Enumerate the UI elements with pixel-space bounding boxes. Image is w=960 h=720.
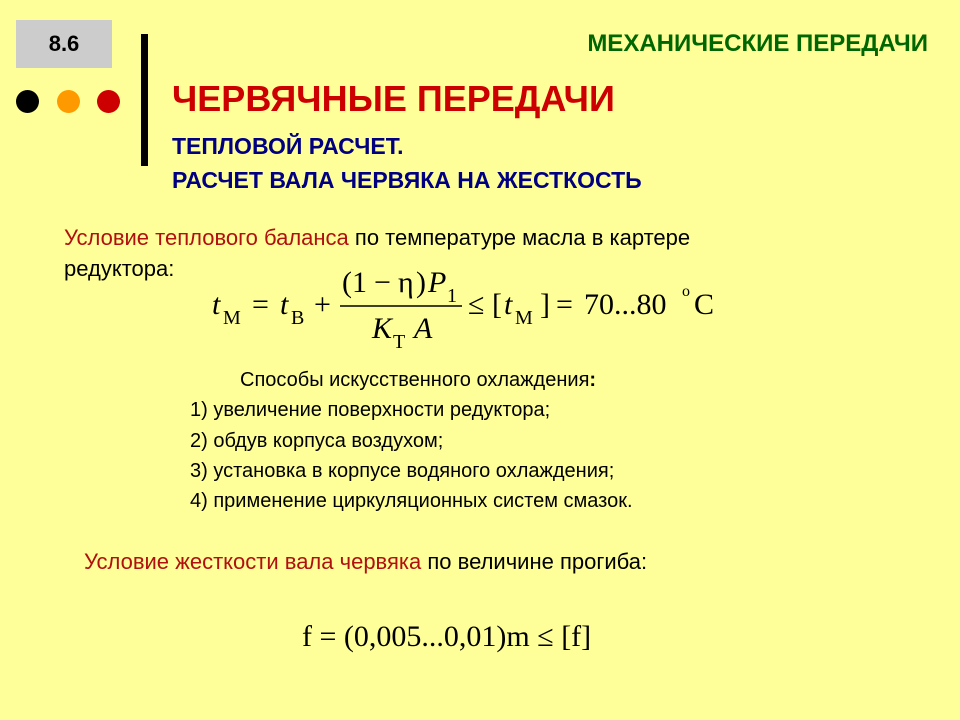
formula-minus: − <box>374 266 391 299</box>
formula-sub-m: М <box>223 307 241 329</box>
formula-num-open: (1 <box>342 266 367 299</box>
formula-t3: t <box>504 288 513 321</box>
stiffness-formula <box>300 610 660 660</box>
thermal-condition-text <box>64 225 690 251</box>
subtitle-line-2: РАСЧЕТ ВАЛА ЧЕРВЯКА НА ЖЕСТКОСТЬ <box>172 167 642 193</box>
stiffness-formula-text: f = (0,005...0,01)m ≤ [f] <box>302 620 592 653</box>
formula-plus: + <box>314 288 331 321</box>
cooling-methods-title <box>240 369 596 392</box>
formula-k: K <box>372 312 393 345</box>
cooling-method-1: 1) увеличение поверхности редуктора; <box>190 399 551 421</box>
formula-leq: ≤ <box>468 288 485 321</box>
slide-title: ЧЕРВЯЧНЫЕ ПЕРЕДАЧИ <box>172 78 615 119</box>
section-topic: МЕХАНИЧЕСКИЕ ПЕРЕДАЧИ <box>587 30 928 57</box>
formula-p: P <box>428 266 447 299</box>
formula-eq1: = <box>252 288 269 321</box>
formula-eta: η <box>398 266 414 299</box>
stiffness-condition-highlight: Условие жесткости вала червяка <box>84 549 422 574</box>
slide-number: 8.6 <box>48 31 80 56</box>
formula-a: A <box>414 312 433 345</box>
cooling-method-2: 2) обдув корпуса воздухом; <box>190 430 444 452</box>
formula-t2: t <box>280 288 289 321</box>
bullet-dot-red <box>97 90 120 113</box>
thermal-balance-formula <box>200 262 740 358</box>
thermal-condition-rest: по температуре масла в картере <box>348 225 691 250</box>
bullet-dot-black <box>16 90 39 113</box>
cooling-title-text: Способы искусственного охлаждения <box>240 369 590 391</box>
formula-sub-m2: М <box>515 307 533 329</box>
thermal-condition-highlight: Условие теплового баланса <box>64 225 349 250</box>
vertical-divider <box>141 34 148 166</box>
slide-number-badge <box>16 20 112 68</box>
subtitle-line-1: ТЕПЛОВОЙ РАСЧЕТ. <box>172 133 404 159</box>
formula-t: t <box>212 288 221 321</box>
thermal-condition-line2: редуктора: <box>64 256 175 281</box>
cooling-method-3: 3) установка в корпусе водяного охлаждения; <box>190 460 615 482</box>
formula-eq2: = <box>556 288 573 321</box>
cooling-title-colon: : <box>589 369 597 391</box>
formula-sub-t: Т <box>393 331 406 353</box>
bullet-dot-orange <box>57 90 80 113</box>
formula-sub-1: 1 <box>447 285 457 307</box>
formula-range: 70...80 <box>584 288 667 321</box>
formula-rbr: ] <box>540 288 550 321</box>
formula-num-close: ) <box>416 266 426 299</box>
formula-degree: o <box>682 283 690 300</box>
stiffness-condition-rest: по величине прогиба: <box>421 549 648 574</box>
formula-unit: C <box>694 288 715 321</box>
stiffness-condition-text <box>84 549 647 575</box>
cooling-method-4: 4) применение циркуляционных систем смазок. <box>190 490 633 512</box>
formula-lbr: [ <box>492 288 502 321</box>
formula-sub-b: В <box>291 307 305 329</box>
